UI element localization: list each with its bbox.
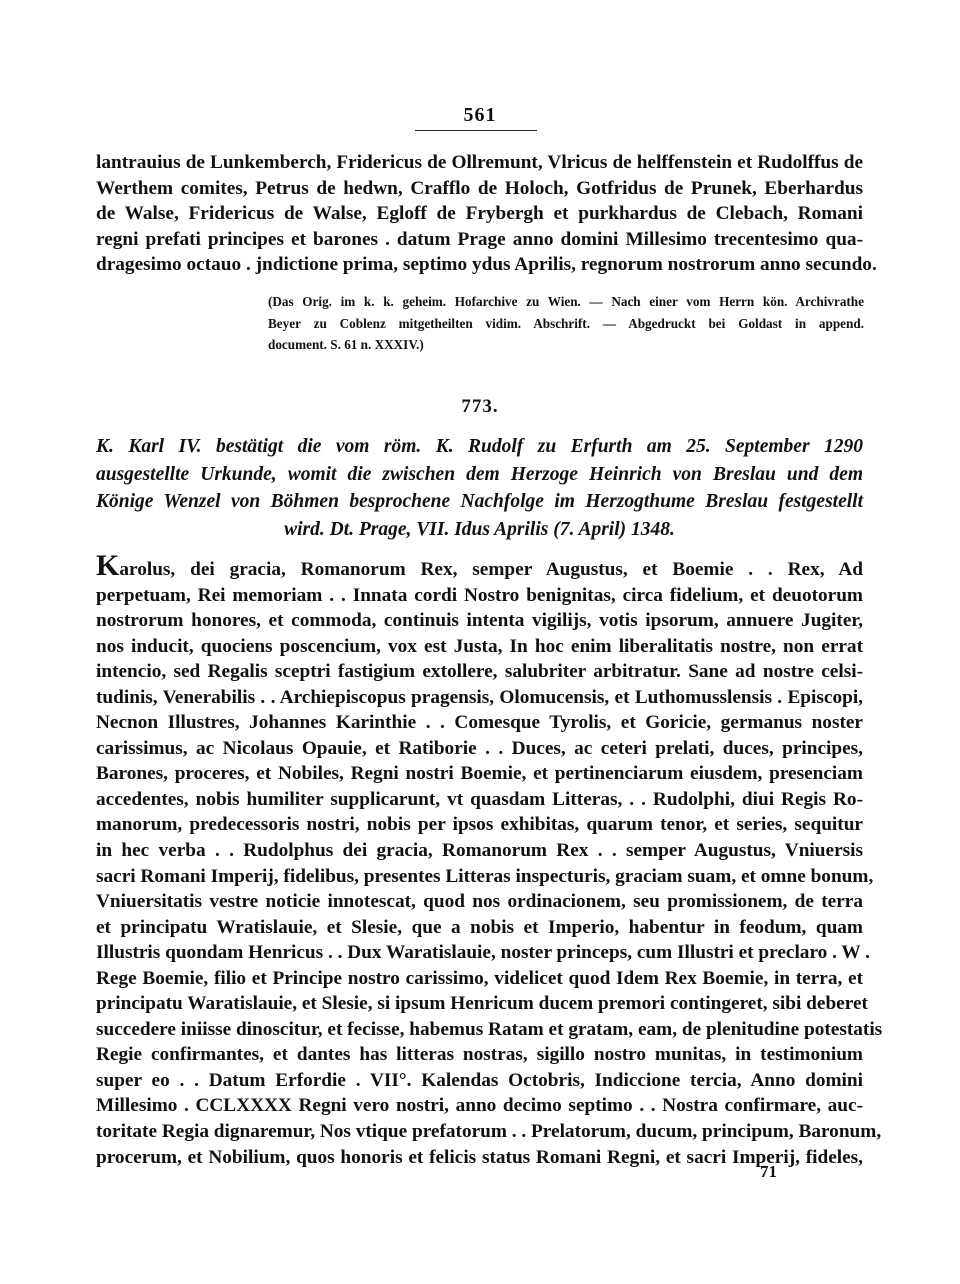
text-line: Barones, proceres, et Nobiles, Regni nostri Boemie, et pertinenciarum eiusdem, presenciam	[96, 763, 863, 785]
note-line: (Das Orig. im k. k. geheim. Hofarchive zu Wien. — Nach einer vom Herrn kön. Archivrathe	[268, 294, 864, 309]
text-line: Millesimo . CCLXXXX Regni vero nostri, anno decimo septimo . . Nostra confirmare, auc-	[96, 1095, 863, 1117]
note-line: document. S. 61 n. XXXIV.)	[268, 337, 424, 352]
first-line-text: arolus, dei gracia, Romanorum Rex, semper Augustus, et Boemie . . Rex, Ad	[119, 559, 863, 580]
document-summary	[96, 433, 863, 543]
text-line: sacri Romani Imperij, fidelibus, presentes Litteras inspecturis, graciam suam, et omne bonum,	[96, 865, 874, 887]
text-line: principatu Waratislauie, et Slesie, si ipsum Henricum ducem premori contingeret, sibi deberet	[96, 993, 868, 1015]
text-line: accedentes, nobis humiliter supplicarunt, vt quasdam Litteras, . . Rudolphi, diui Regis Ro-	[96, 788, 863, 810]
text-line	[96, 549, 863, 583]
text-line: tudinis, Venerabilis . . Archiepiscopus pragensis, Olomucensis, et Luthomusslensis . Episcopi,	[96, 686, 863, 708]
text-line: in hec verba . . Rudolphus dei gracia, Romanorum Rex . . semper Augustus, Vniuersis	[96, 840, 863, 862]
text-line: super eo . . Datum Erfordie . VII°. Kalendas Octobris, Indiccione tercia, Anno domini	[96, 1069, 863, 1091]
text-line: de Walse, Fridericus de Walse, Egloff de Frybergh et purkhardus de Clebach, Romani	[96, 203, 863, 225]
text-line: carissimus, ac Nicolaus Opauie, et Ratiborie . . Duces, ac ceteri prelati, duces, principes,	[96, 737, 863, 759]
intro-paragraph	[96, 150, 877, 278]
text-line: Vniuersitatis vestre noticie innotescat, quod nos ordinacionem, seu promissionem, de terra	[96, 891, 863, 913]
drop-initial: K	[96, 549, 120, 582]
header-rule	[415, 130, 537, 131]
text-line: perpetuam, Rei memoriam . . Innata cordi Nostro benignitas, circa fidelium, et deuotorum	[96, 584, 863, 606]
document-number: 773.	[461, 396, 499, 417]
text-line: intencio, sed Regalis sceptri fastigium extollere, salubriter arbitratur. Sane ad nostre celsi-	[96, 661, 863, 683]
signature-mark: 71	[760, 1162, 777, 1181]
text-line: Regie confirmantes, et dantes has litteras nostras, sigillo nostro munitas, in testimonium	[96, 1044, 863, 1066]
text-line: manorum, predecessoris nostri, nobis per ipsos exhibitas, quarum tenor, et series, sequitur	[96, 814, 863, 836]
text-line: Necnon Illustres, Johannes Karinthie . . Comesque Tyrolis, et Goricie, germanus noster	[96, 712, 863, 734]
text-line: Rege Boemie, filio et Principe nostro carissimo, videlicet quod Idem Rex Boemie, in terra, et	[96, 967, 863, 989]
text-line: lantrauius de Lunkemberch, Fridericus de Ollremunt, Vlricus de helffenstein et Rudolffus de	[96, 152, 863, 173]
text-line: nos inducit, quociens poscencium, vox est Justa, In hoc enim liberalitatis nostre, non errat	[96, 635, 863, 657]
text-line: toritate Regia dignaremur, Nos vtique prefatorum . . Prelatorum, ducum, principum, Baronum,	[96, 1121, 882, 1143]
text-line: dragesimo octauo . jndictione prima, septimo ydus Aprilis, regnorum nostrorum anno secundo.	[96, 254, 877, 276]
text-line: Illustris quondam Henricus . . Dux Waratislauie, noster princeps, cum Illustri et preclaro . W .	[96, 942, 870, 964]
summary-line: K. Karl IV. bestätigt die vom röm. K. Rudolf zu Erfurth am 25. September 1290	[96, 436, 863, 457]
summary-line: Könige Wenzel von Böhmen besprochene Nachfolge im Herzogthume Breslau festgestellt	[96, 491, 863, 512]
text-line: et principatu Wratislauie, et Slesie, que a nobis et Imperio, habentur in feodum, quam	[96, 916, 863, 938]
summary-line: ausgestellte Urkunde, womit die zwischen dem Herzoge Heinrich von Breslau und dem	[96, 463, 863, 485]
text-line: Werthem comites, Petrus de hedwn, Crafflo de Holoch, Gotfridus de Prunek, Eberhardus	[96, 177, 863, 199]
source-note	[268, 291, 864, 356]
text-line: procerum, et Nobilium, quos honoris et felicis status Romani Regni, et sacri Imperij, fideles,	[96, 1146, 863, 1168]
summary-line: wird. Dt. Prage, VII. Idus Aprilis (7. April) 1348.	[284, 518, 675, 540]
text-line: succedere iniisse dinoscitur, et fecisse, habemus Ratam et gratam, eam, de plenitudine potestatis	[96, 1018, 883, 1040]
note-line: Beyer zu Coblenz mitgetheilten vidim. Abschrift. — Abgedruckt bei Goldast in append.	[268, 315, 864, 331]
text-line: regni prefati principes et barones . datum Prage anno domini Millesimo trecentesimo qua-	[96, 228, 863, 250]
page-number: 561	[463, 104, 497, 126]
charter-text	[96, 549, 883, 1170]
text-line: nostrorum honores, et commoda, continuis intenta vigilijs, votis ipsorum, annuere Jugiter,	[96, 610, 863, 632]
